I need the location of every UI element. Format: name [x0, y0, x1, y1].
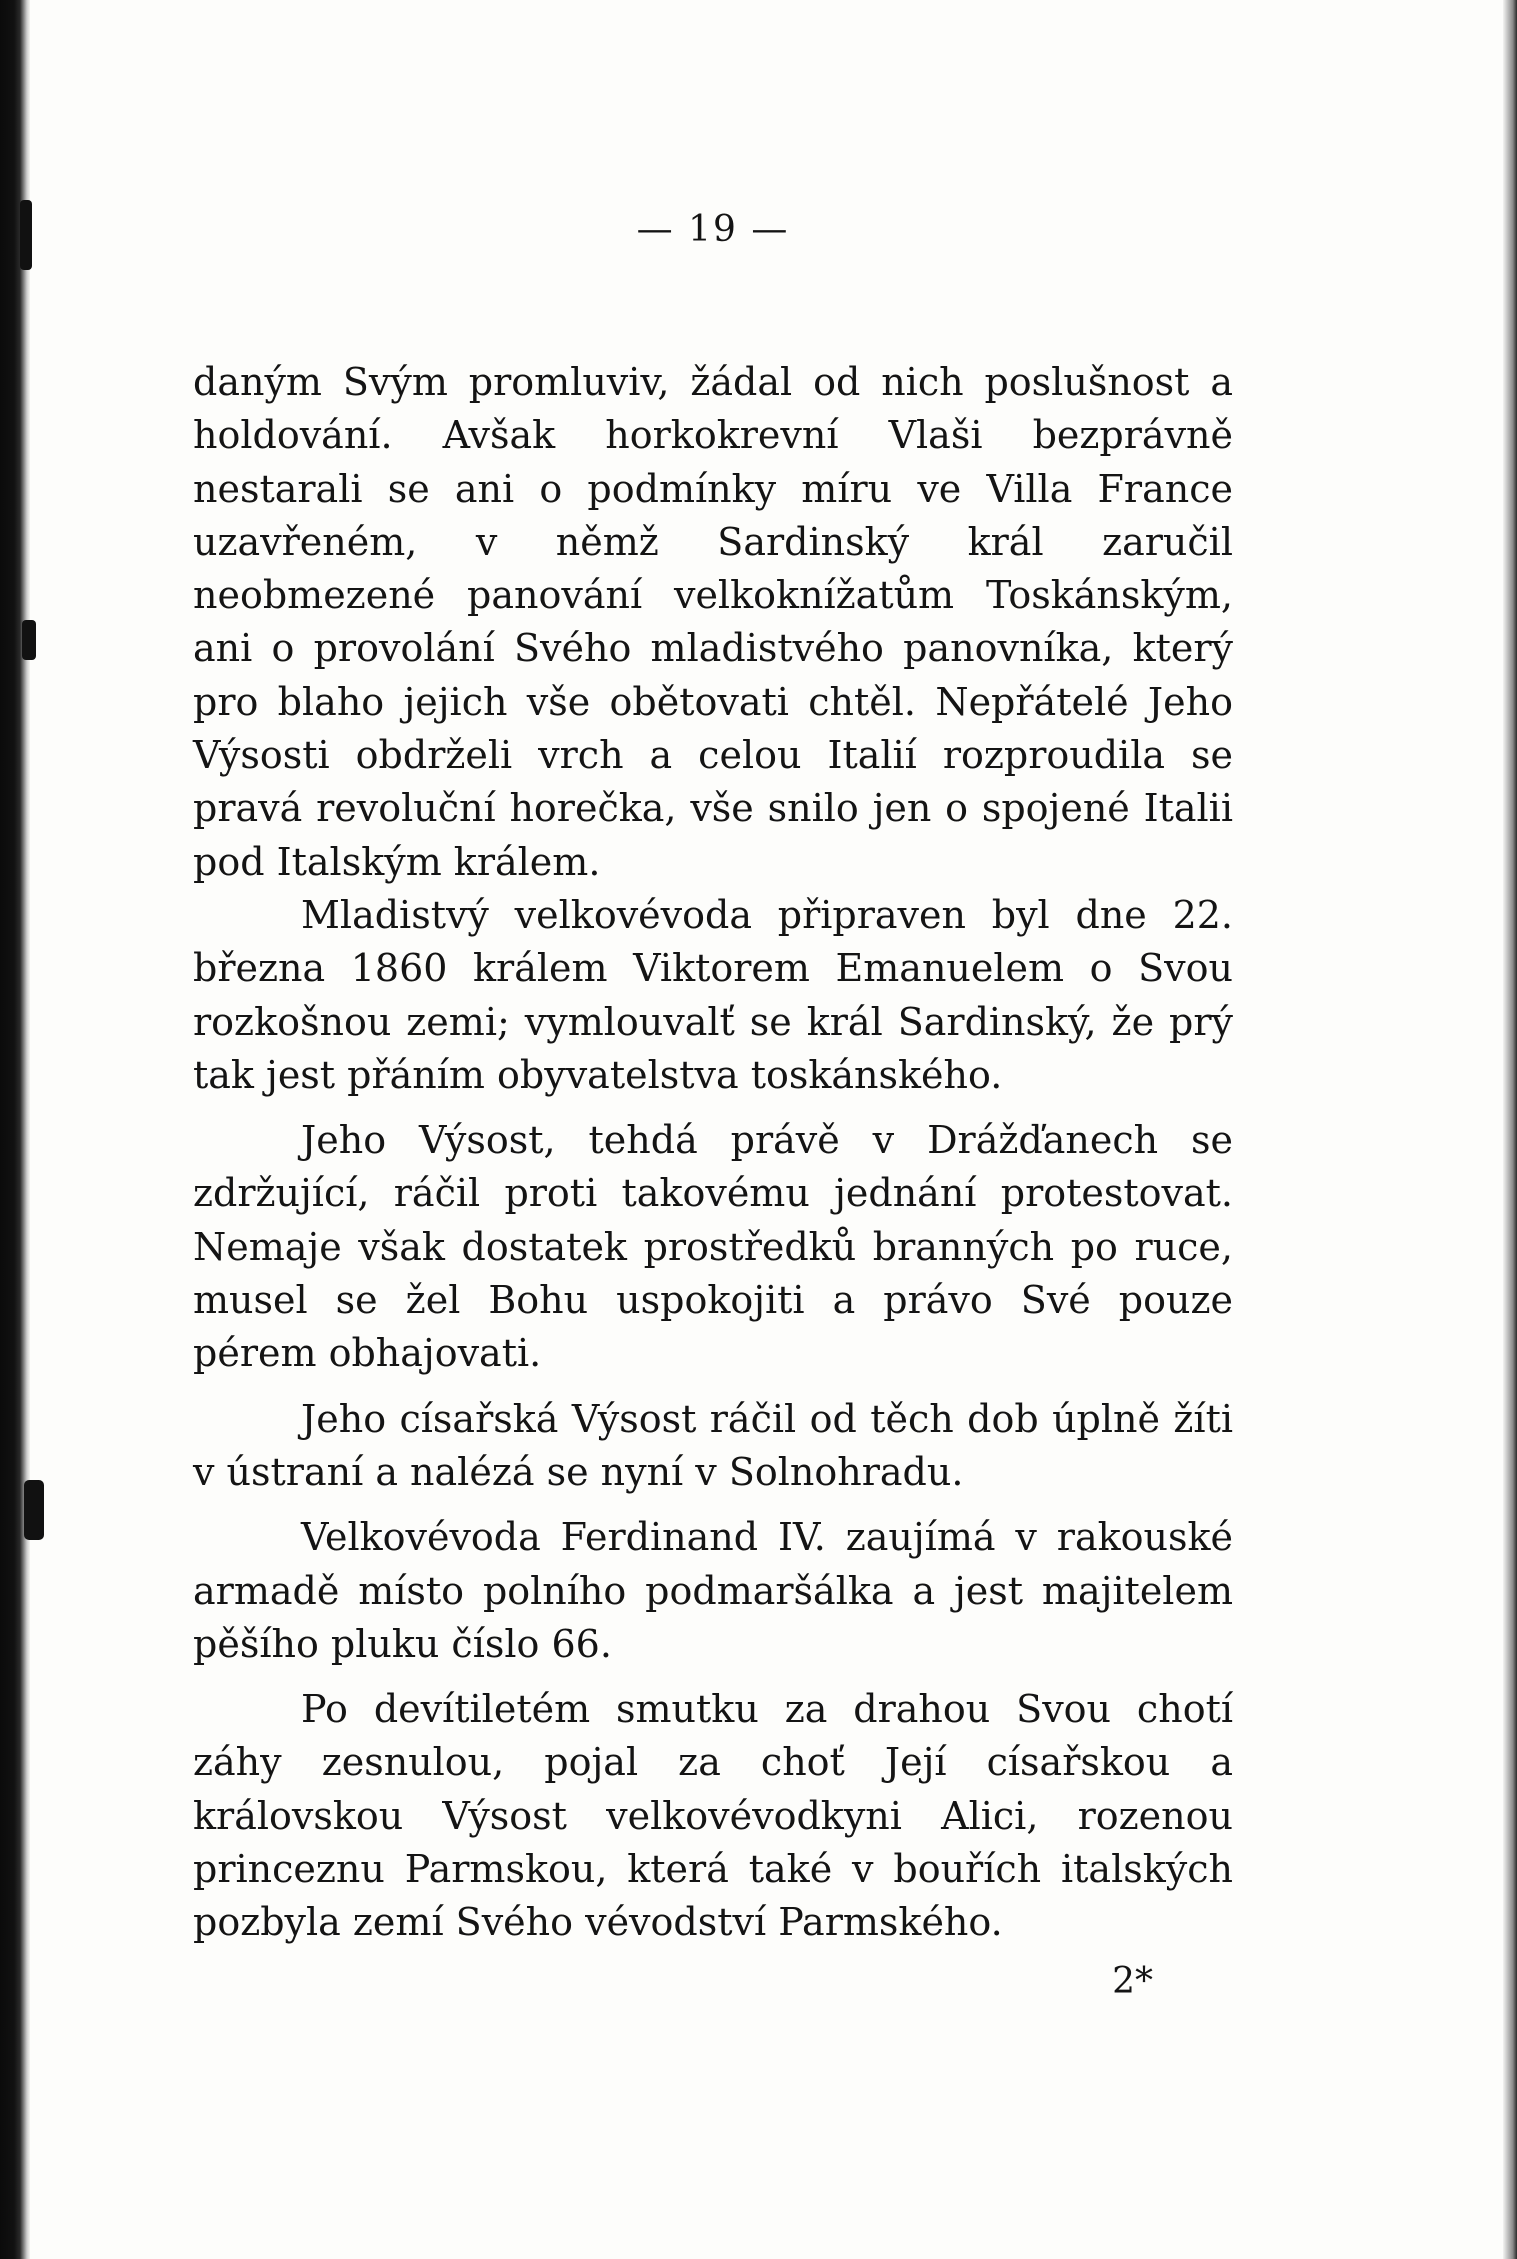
- signature-mark: 2*: [1112, 1960, 1153, 2002]
- page-number: — 19 —: [636, 209, 790, 250]
- binding-mark: [24, 1480, 44, 1540]
- book-binding-edge: [0, 0, 30, 2259]
- page-text-block: [193, 200, 1233, 2012]
- paragraph: Jeho Výsost, tehdá právě v Drážďanech se zdržující, ráčil proti takovému jednání protestovat. Nemaje však dostatek prostředků branných po ruce, musel se žel Bohu uspokojiti a právo Své pouze pérem obhajovati.: [193, 1118, 1233, 1376]
- page-right-edge: [1503, 0, 1517, 2259]
- paragraph-continuation: daným Svým promluviv, žádal od nich poslušnost a holdování. Avšak horkokrevní Vlaši bezprávně nestarali se ani o podmínky míru ve Villa France uzavřeném, v němž Sardinský král zaručil neobmezené panování velkoknížatům Toskánským, ani o provolání Svého mladistvého panovníka, který pro blaho jejich vše obětovati chtěl. Nepřátelé Jeho Výsosti obdrželi vrch a celou Italií rozproudila se pravá revoluční horečka, vše snilo jen o spojené Italii pod Italským králem.: [193, 360, 1233, 884]
- paragraph: Jeho císařská Výsost ráčil od těch dob úplně žíti v ústraní a nalézá se nyní v Solnohradu.: [193, 1396, 1233, 1494]
- binding-mark: [20, 200, 32, 270]
- paragraph: Po devítiletém smutku za drahou Svou chotí záhy zesnulou, pojal za choť Její císařskou a královskou Výsost velkovévodkyni Alici, rozenou princeznu Parmskou, která také v bouřích italských pozbyla zemí Svého vévodství Parmského.: [193, 1687, 1233, 1945]
- paragraph: Velkovévoda Ferdinand IV. zaujímá v rakouské armadě místo polního podmaršálka a jest majitelem pěšího pluku číslo 66.: [193, 1515, 1233, 1666]
- binding-mark: [22, 620, 36, 660]
- paragraph: Mladistvý velkovévoda připraven byl dne 22. března 1860 králem Viktorem Emanuelem o Svou rozkošnou zemi; vymlouvalť se král Sardinský, že prý tak jest přáním obyvatelstva toskánského.: [193, 892, 1233, 1097]
